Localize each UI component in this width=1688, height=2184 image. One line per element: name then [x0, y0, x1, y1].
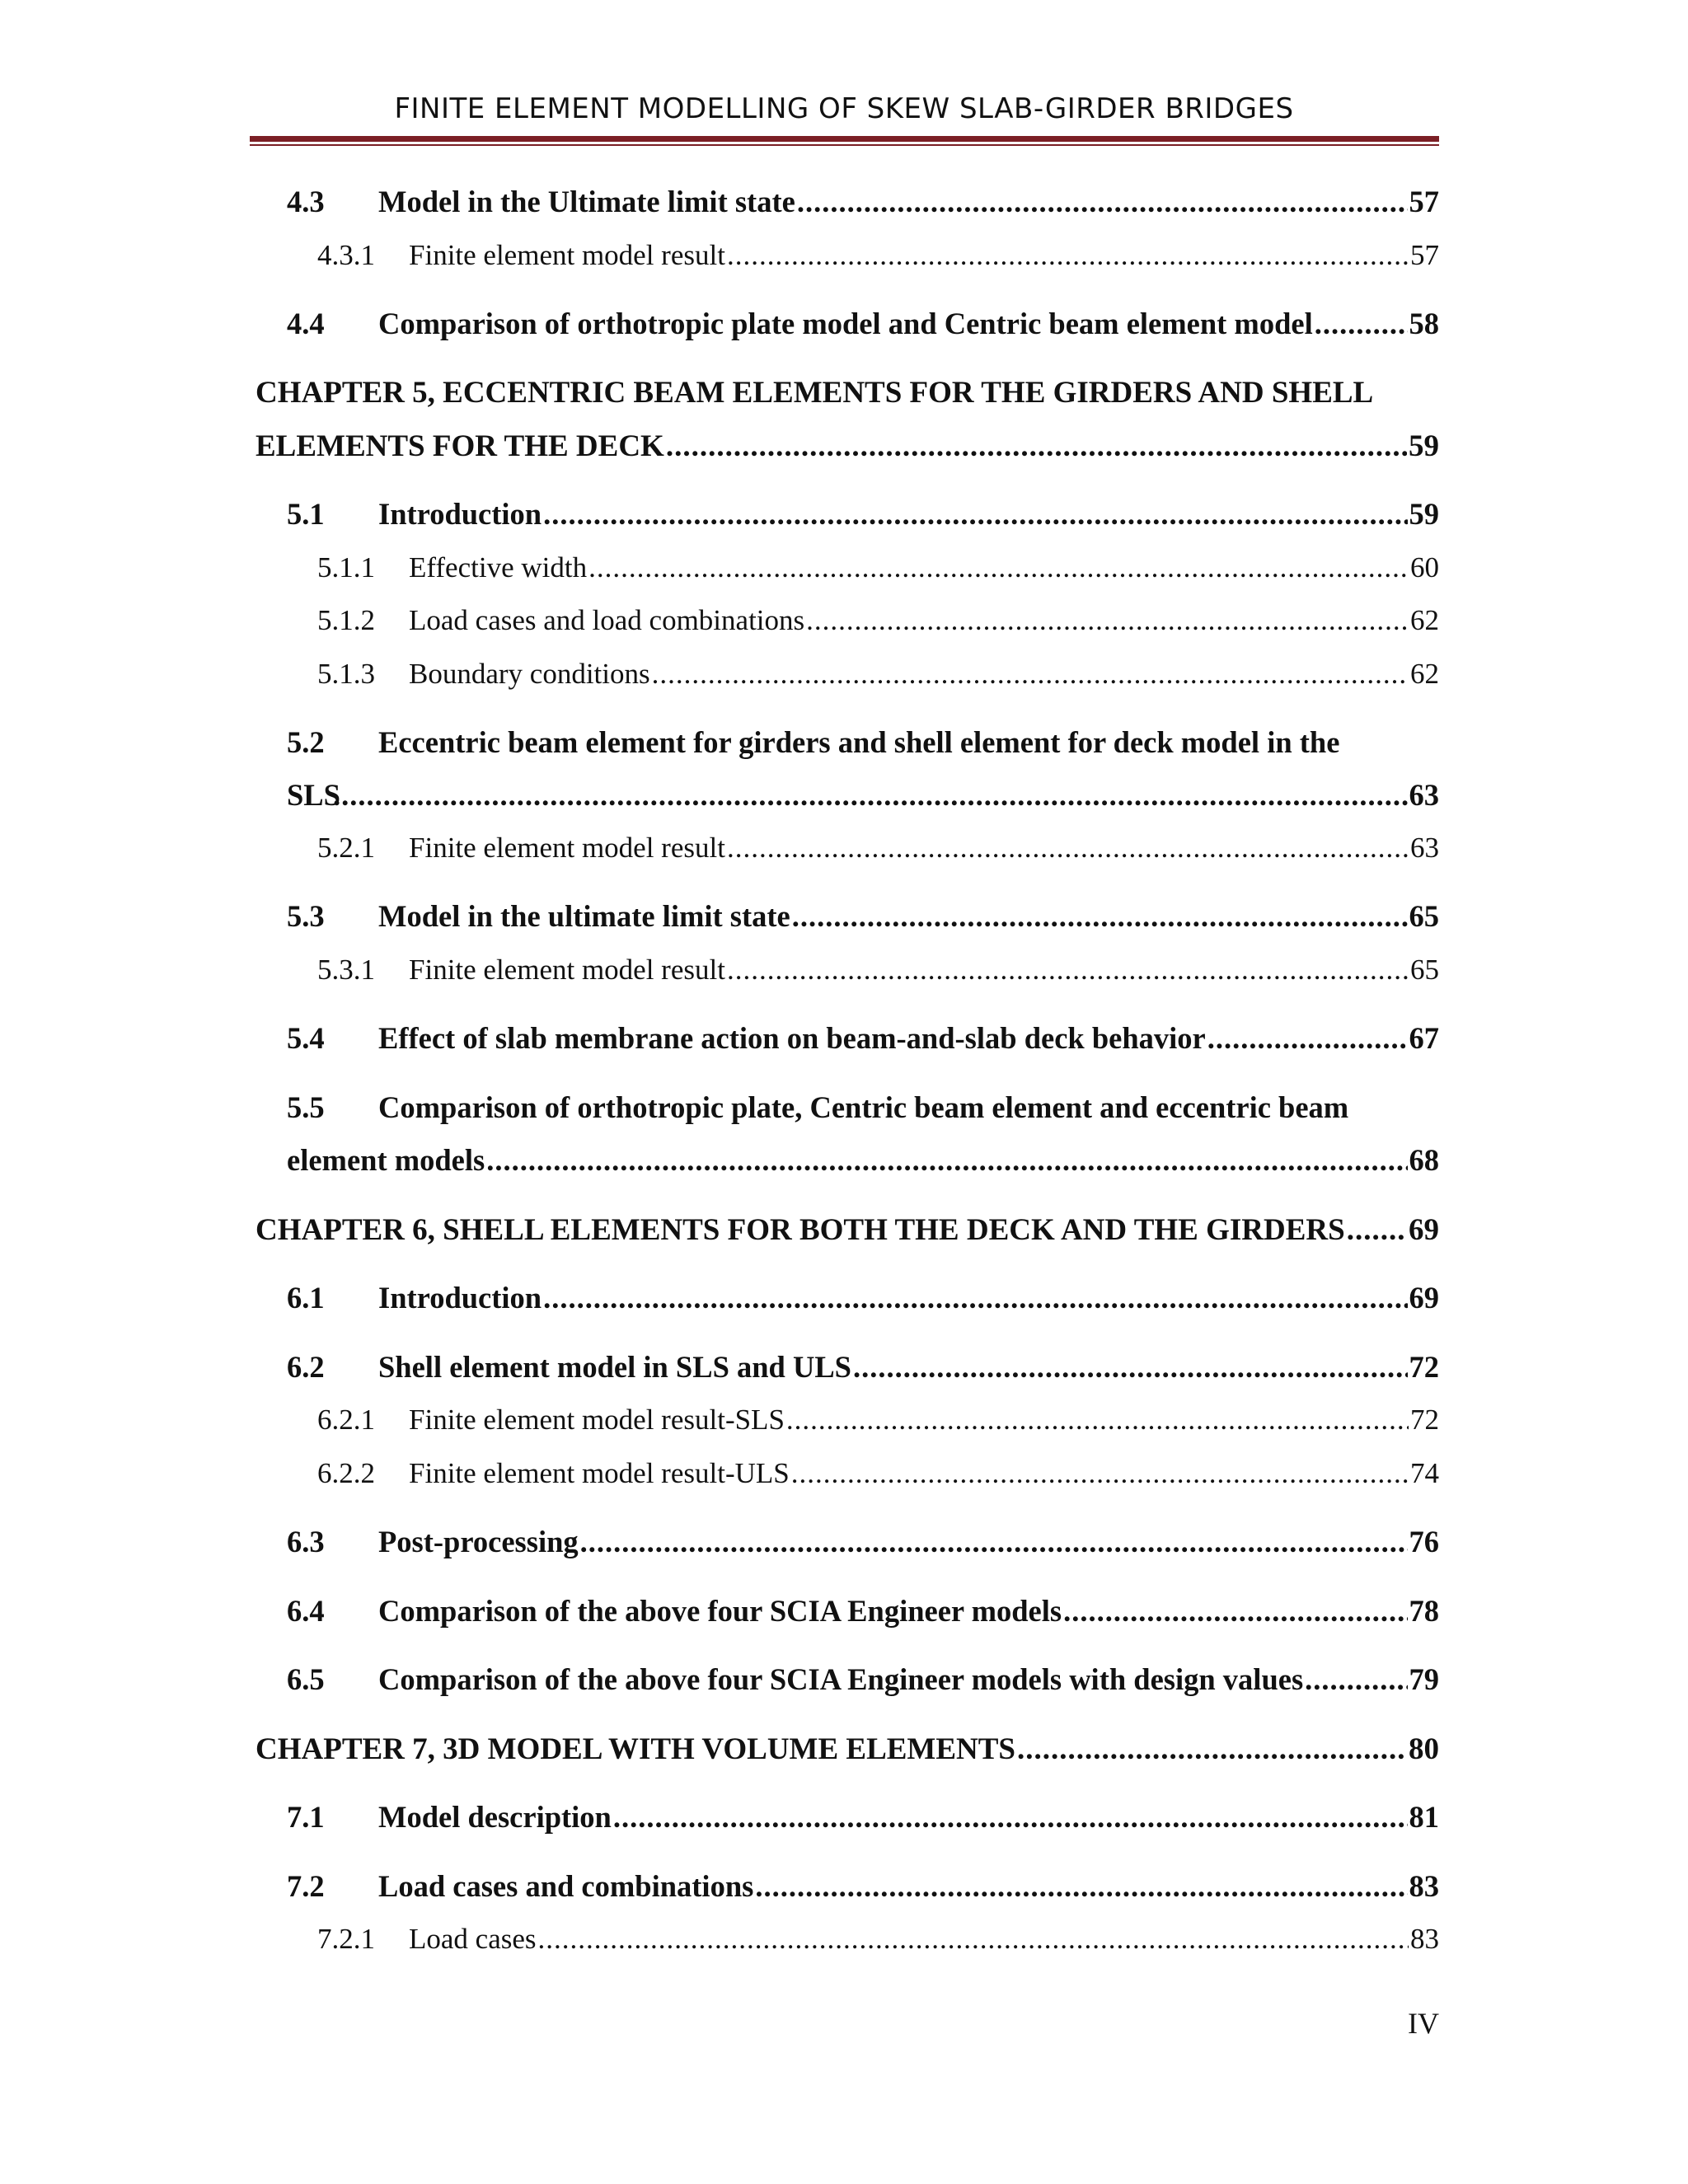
toc-title: Finite element model result-SLS [409, 1404, 785, 1436]
toc-entry-5-3[interactable] [287, 899, 1439, 933]
dot-leader [727, 833, 1409, 862]
toc-entry-6-2[interactable] [287, 1352, 1439, 1383]
toc-entry-6-4[interactable] [287, 1596, 1439, 1627]
dot-leader [333, 780, 1408, 811]
toc-title: Comparison of orthotropic plate model and Centric beam element model [378, 307, 1313, 340]
toc-page: 63 [1409, 778, 1439, 812]
toc-page: 72 [1409, 1350, 1439, 1384]
toc-entry-5-2[interactable] [287, 780, 1439, 811]
toc-title: Model in the ultimate limit state [378, 899, 790, 933]
header-rule-thin [250, 144, 1439, 146]
page-number: IV [1408, 2007, 1439, 2040]
dot-leader [652, 659, 1409, 688]
header-rule-thick [250, 136, 1439, 142]
toc-entry-5-5[interactable] [287, 1143, 1439, 1177]
dot-leader [797, 187, 1408, 218]
toc-entry-6-3[interactable] [287, 1527, 1439, 1558]
dot-leader [786, 1405, 1409, 1434]
toc-page: 83 [1409, 1869, 1439, 1903]
toc-entry-7-2-1[interactable] [317, 1924, 1439, 1953]
toc-title: Load cases and load combinations [409, 604, 805, 636]
toc-title: Load cases [409, 1923, 537, 1955]
toc-number: 5.3 [287, 899, 325, 933]
toc-number: 6.2.1 [317, 1404, 375, 1436]
dot-leader [666, 431, 1407, 462]
toc-entry-5-2-line1[interactable] [287, 725, 1340, 759]
toc-title: Model in the Ultimate limit state [378, 185, 795, 218]
toc-number: 7.2 [287, 1869, 325, 1903]
toc-entry-6-1[interactable] [287, 1283, 1439, 1314]
dot-leader [1017, 1734, 1407, 1765]
toc-number: 5.5 [287, 1090, 325, 1124]
dot-leader [755, 1872, 1407, 1902]
dot-leader [543, 499, 1407, 530]
toc-entry-4-3[interactable] [287, 187, 1439, 218]
toc-page: 69 [1409, 1281, 1439, 1315]
toc-number: 6.5 [287, 1662, 325, 1696]
toc-number: 5.2 [287, 725, 325, 759]
toc-title: Post-processing [378, 1525, 579, 1558]
toc-entry-7-1[interactable] [287, 1802, 1439, 1833]
toc-number: 5.4 [287, 1021, 325, 1055]
dot-leader [791, 1459, 1409, 1488]
toc-entry-4-4[interactable] [287, 309, 1439, 340]
dot-leader [1347, 1215, 1407, 1245]
toc-page: 83 [1410, 1923, 1439, 1955]
toc-page: 62 [1410, 658, 1439, 690]
toc-number: 5.1 [287, 497, 325, 531]
toc-title: Eccentric beam element for girders and shell element for deck model in the [378, 725, 1340, 759]
toc-number: 5.3.1 [317, 954, 375, 986]
toc-title: CHAPTER 7, 3D MODEL WITH VOLUME ELEMENTS [256, 1732, 1016, 1766]
toc-title: Effective width [409, 551, 588, 583]
toc-entry-4-3-1[interactable] [317, 241, 1439, 269]
toc-entry-5-1-2[interactable] [317, 606, 1439, 635]
toc-title: Introduction [378, 1281, 542, 1315]
toc-entry-5-3-1[interactable] [317, 955, 1439, 984]
toc-page: 78 [1409, 1594, 1439, 1628]
toc-title: Finite element model result [409, 239, 725, 271]
toc-title: element models [287, 1143, 485, 1177]
toc-page: 74 [1410, 1457, 1439, 1489]
toc-page: 60 [1410, 551, 1439, 583]
toc-title: Comparison of the above four SCIA Engineer models [378, 1594, 1062, 1628]
toc-entry-6-2-2[interactable] [317, 1459, 1439, 1488]
toc-entry-6-2-1[interactable] [317, 1405, 1439, 1434]
running-header: FINITE ELEMENT MODELLING OF SKEW SLAB-GIRDER BRIDGES [394, 92, 1294, 125]
toc-title: ELEMENTS FOR THE DECK [256, 429, 664, 463]
toc-page: 65 [1409, 899, 1439, 933]
dot-leader [580, 1527, 1408, 1558]
toc-page: 69 [1409, 1213, 1439, 1247]
toc-number: 7.1 [287, 1800, 325, 1834]
toc-title: Comparison of orthotropic plate, Centric beam element and eccentric beam [378, 1090, 1349, 1124]
toc-title: Model description [378, 1800, 612, 1834]
toc-page: 65 [1410, 954, 1439, 986]
toc-number: 4.4 [287, 307, 325, 340]
toc-entry-7-2[interactable] [287, 1869, 1439, 1903]
toc-entry-5-1-1[interactable] [317, 553, 1439, 582]
toc-title: SLS [287, 778, 340, 812]
toc-title: Finite element model result [409, 954, 725, 986]
toc-entry-chapter-5[interactable] [256, 431, 1439, 462]
toc-page: 57 [1410, 239, 1439, 271]
toc-entry-chapter-7[interactable] [256, 1734, 1439, 1765]
toc-entry-5-5-line1[interactable] [287, 1090, 1349, 1124]
toc-entry-5-2-1[interactable] [317, 833, 1439, 862]
toc-page: 59 [1409, 497, 1439, 531]
toc-entry-5-1-3[interactable] [317, 659, 1439, 688]
toc-entry-chapter-6[interactable] [256, 1215, 1439, 1245]
dot-leader [727, 241, 1409, 269]
toc-page: 81 [1409, 1800, 1439, 1834]
toc-page: 63 [1410, 832, 1439, 864]
toc-page: 58 [1409, 307, 1439, 340]
toc-number: 6.2.2 [317, 1457, 375, 1489]
toc-number: 7.2.1 [317, 1923, 375, 1955]
dot-leader [1305, 1665, 1407, 1695]
toc-page: 79 [1409, 1662, 1439, 1696]
toc-number: 6.3 [287, 1525, 325, 1558]
toc-page: 62 [1410, 604, 1439, 636]
toc-title: Finite element model result-ULS [409, 1457, 790, 1489]
toc-page: 72 [1410, 1404, 1439, 1436]
toc-page: 80 [1409, 1732, 1439, 1766]
toc-title: Introduction [378, 497, 542, 531]
dot-leader [727, 955, 1409, 984]
toc-number: 4.3.1 [317, 239, 375, 271]
dot-leader [486, 1146, 1407, 1176]
toc-title: Finite element model result [409, 832, 725, 864]
toc-entry-5-1[interactable] [287, 499, 1439, 530]
toc-number: 6.2 [287, 1350, 325, 1384]
dot-leader [853, 1352, 1408, 1383]
dot-leader [588, 553, 1409, 582]
dot-leader [1207, 1024, 1408, 1054]
dot-leader [613, 1802, 1408, 1833]
dot-leader [543, 1283, 1407, 1314]
toc-number: 5.1.2 [317, 604, 375, 636]
toc-page: 59 [1409, 429, 1439, 463]
toc-title: Boundary conditions [409, 658, 650, 690]
toc-page: 68 [1409, 1143, 1439, 1177]
toc-title: Shell element model in SLS and ULS [378, 1350, 851, 1384]
dot-leader [538, 1924, 1409, 1953]
toc-chapter-5-line1[interactable]: CHAPTER 5, ECCENTRIC BEAM ELEMENTS FOR THE GIRDERS AND SHELL [256, 376, 1374, 410]
toc-page: 76 [1409, 1525, 1439, 1558]
dot-leader [1063, 1596, 1407, 1627]
dot-leader [1315, 309, 1408, 340]
toc-title: Load cases and combinations [378, 1869, 754, 1903]
toc-number: 5.1.3 [317, 658, 375, 690]
toc-title: CHAPTER 6, SHELL ELEMENTS FOR BOTH THE DECK AND THE GIRDERS [256, 1213, 1345, 1247]
toc-title: Comparison of the above four SCIA Engineer models with design values [378, 1662, 1304, 1696]
toc-entry-5-4[interactable] [287, 1021, 1439, 1055]
toc-number: 4.3 [287, 185, 325, 218]
dot-leader [792, 902, 1408, 932]
toc-number: 6.4 [287, 1594, 325, 1628]
toc-page: 57 [1409, 185, 1439, 218]
toc-number: 5.1.1 [317, 551, 375, 583]
toc-page: 67 [1409, 1021, 1439, 1055]
toc-number: 6.1 [287, 1281, 325, 1315]
toc-entry-6-5[interactable] [287, 1662, 1439, 1696]
toc-number: 5.2.1 [317, 832, 375, 864]
dot-leader [806, 606, 1409, 635]
toc-title: Effect of slab membrane action on beam-and-slab deck behavior [378, 1021, 1206, 1055]
